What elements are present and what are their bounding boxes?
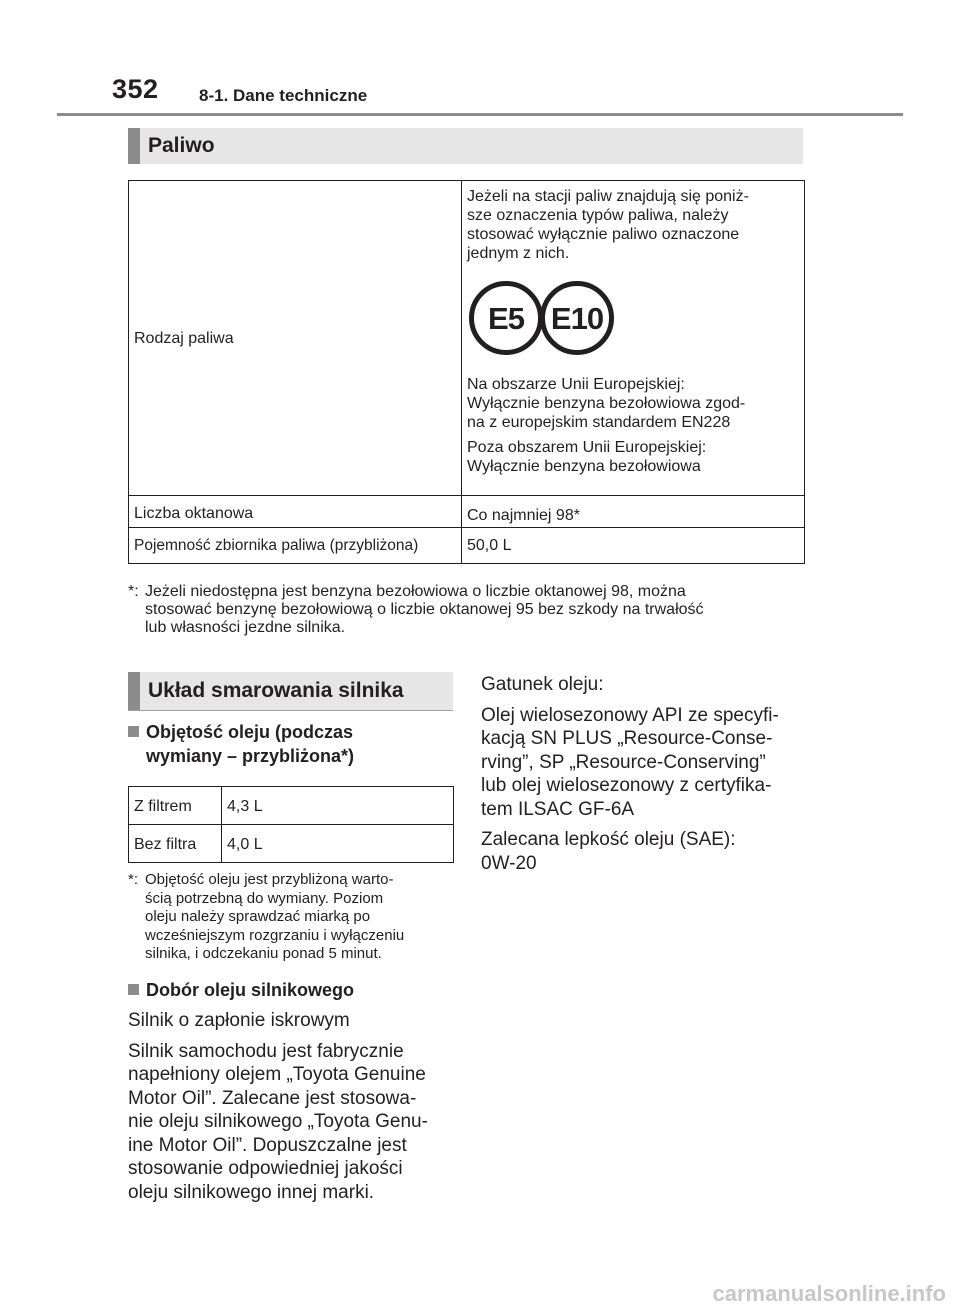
section-underline bbox=[128, 710, 453, 711]
table-row bbox=[129, 496, 805, 528]
tank-capacity-value: 50,0 L bbox=[462, 528, 805, 564]
watermark: carmanualsonline.info bbox=[712, 1281, 946, 1306]
oil-volume-label: Bez filtra bbox=[129, 825, 222, 863]
fuel-type-intro: Jeżeli na stacji paliw znajdują się poniż- sze oznaczenia typów paliwa, należy stosować wyłącznie paliwo oznaczone jednym z nich. bbox=[467, 188, 749, 262]
octane-value: Co najmniej 98* bbox=[462, 496, 805, 528]
fuel-footnote: *: Jeżeli niedostępna jest benzyna bezołowiowa o liczbie oktanowej 98, można stosować benzynę bezołowiową o liczbie oktanowej 95 bez szkody na trwałość lub własności jezdne silnika. bbox=[128, 583, 704, 636]
tank-capacity-label: Pojemność zbiornika paliwa (przybliżona) bbox=[129, 528, 462, 564]
oil-volume-footnote: *: Objętość oleju jest przybliżoną warto- ścią potrzebną do wymiany. Poziom oleju należy sprawdzać miarką po wcześniejszym rozgrzaniu i wyłączeniu silnika, i odczekaniu ponad 5 minut. bbox=[128, 871, 405, 962]
section-title-lubrication-text: Układ smarowania silnika bbox=[148, 679, 404, 702]
oil-volume-heading: Objętość oleju (podczas wymiany – przybliżona*) bbox=[128, 720, 458, 768]
oil-volume-label: Z filtrem bbox=[129, 787, 222, 825]
fuel-non-eu-text: Poza obszarem Unii Europejskiej: Wyłącznie benzyna bezołowiowa bbox=[467, 439, 707, 475]
oil-volume-value: 4,0 L bbox=[222, 825, 454, 863]
fuel-type-label: Rodzaj paliwa bbox=[134, 329, 234, 347]
table-row bbox=[129, 825, 454, 863]
fuel-spec-table bbox=[128, 180, 805, 564]
section-title-fuel-text: Paliwo bbox=[148, 134, 215, 157]
page-number: 352 bbox=[112, 74, 159, 104]
header-rule bbox=[57, 113, 903, 116]
table-row bbox=[129, 787, 454, 825]
section-title-lubrication bbox=[128, 672, 453, 710]
e10-fuel-badge: E10 bbox=[540, 281, 614, 355]
table-row bbox=[129, 528, 805, 564]
bullet-square-icon bbox=[128, 984, 139, 995]
engine-type: Silnik o zapłonie iskrowym bbox=[128, 1010, 350, 1031]
oil-selection-text bbox=[128, 1009, 468, 1211]
oil-volume-value: 4,3 L bbox=[222, 787, 454, 825]
fuel-type-value-cell bbox=[462, 181, 805, 496]
e5-fuel-badge: E5 bbox=[469, 281, 543, 355]
bullet-square-icon bbox=[128, 726, 139, 737]
chapter-title: 8-1. Dane techniczne bbox=[199, 86, 368, 105]
fuel-type-label-cell bbox=[129, 181, 462, 496]
section-title-fuel bbox=[128, 128, 803, 164]
footnote-star: *: bbox=[128, 583, 139, 600]
table-row bbox=[129, 181, 805, 496]
footnote-star: *: bbox=[128, 871, 139, 888]
oil-grade-spec: Olej wielosezonowy API ze specyfi- kacją SN PLUS „Resource-Conse- rving”, SP „Resource-Conserving” lub olej wielosezonowy z certyfika- tem ILSAC GF-6A bbox=[481, 704, 779, 820]
octane-label: Liczba oktanowa bbox=[129, 496, 462, 528]
fuel-eu-text: Na obszarze Unii Europejskiej: Wyłącznie benzyna bezołowiowa zgod- na z europejskim standardem EN228 bbox=[467, 376, 746, 431]
fuel-label-badges bbox=[469, 281, 799, 355]
oil-grade-text bbox=[481, 673, 821, 882]
oil-grade-label: Gatunek oleju: bbox=[481, 674, 604, 695]
factory-oil-text: Silnik samochodu jest fabrycznie napełniony olejem „Toyota Genuine Motor Oil”. Zalecane jest stosowa- nie oleju silnikowego „Toyota Genu- ine Motor Oil”. Dopuszczalne jest stosowanie odpowiedniej jakości oleju silnikowego innej marki. bbox=[128, 1040, 428, 1203]
oil-viscosity: Zalecana lepkość oleju (SAE): 0W-20 bbox=[481, 829, 736, 874]
oil-selection-heading: Dobór oleju silnikowego bbox=[128, 978, 458, 1002]
oil-volume-table bbox=[128, 786, 454, 863]
